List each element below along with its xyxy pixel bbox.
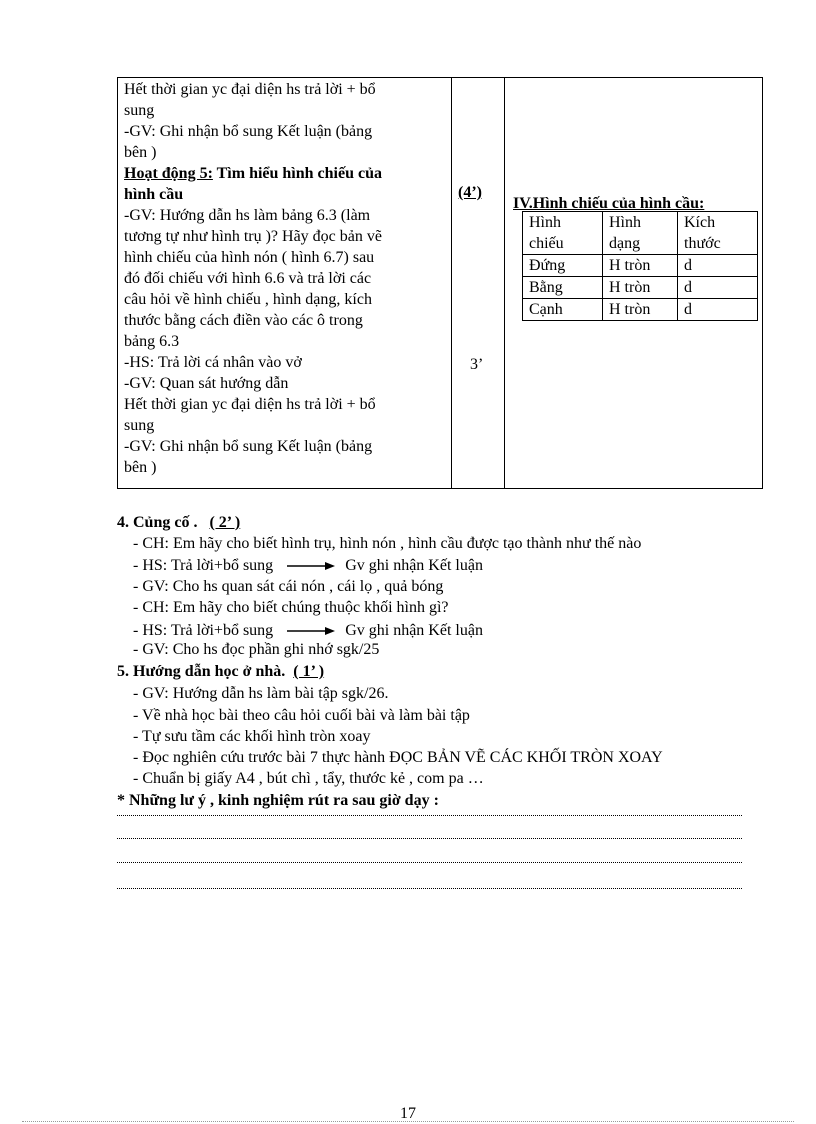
lesson-table (117, 77, 763, 489)
projection-cell: Cạnh (523, 299, 603, 321)
activity-line: sung (124, 417, 155, 434)
shape-section-title: IV.Hình chiếu của hình cầu: (513, 195, 705, 212)
activity5-heading: Hoạt động 5: Tìm hiểu hình chiếu của (124, 165, 382, 182)
projection-cell: H tròn (603, 277, 678, 299)
notes-heading: * Những lư ý , kinh nghiệm rút ra sau giờ dạy : (117, 792, 439, 809)
section5-line: - GV: Hướng dẫn hs làm bài tập sgk/26. (133, 685, 389, 702)
activity-line: sung (124, 102, 155, 119)
projection-cell: Đứng (523, 255, 603, 277)
activity-cell (118, 78, 452, 489)
activity-line: bảng 6.3 (124, 333, 180, 350)
time-label-a: (4’) (458, 184, 482, 201)
activity-line: đó đối chiếu với hình 6.6 và trả lời các (124, 270, 372, 287)
activity-line: -GV: Quan sát hướng dẫn (124, 375, 289, 392)
header-cell: Hình chiếu (523, 212, 603, 255)
activity-line: -GV: Ghi nhận bổ sung Kết luận (bảng (124, 123, 373, 140)
section4-line: - GV: Cho hs quan sát cái nón , cái lọ , quả bóng (133, 578, 444, 595)
activity-line: Hết thời gian yc đại diện hs trả lời + bổ (124, 396, 376, 413)
activity5-heading-line2: hình cầu (124, 186, 184, 203)
section5-line: - Tự sưu tầm các khối hình tròn xoay (133, 728, 371, 745)
content-cell (505, 78, 763, 489)
arrow-right-icon (287, 626, 335, 636)
projection-table (522, 211, 758, 321)
section4-line: - GV: Cho hs đọc phần ghi nhớ sgk/25 (133, 641, 380, 658)
projection-cell: d (678, 277, 758, 299)
activity-line: hình chiếu của hình nón ( hình 6.7) sau (124, 249, 375, 266)
section4-line: - CH: Em hãy cho biết hình trụ, hình nón , hình cầu được tạo thành như thế nào (133, 535, 642, 552)
activity-line: thước bằng cách điền vào các ô trong (124, 312, 363, 329)
projection-cell: H tròn (603, 299, 678, 321)
projection-row (523, 255, 758, 277)
footer-rule (22, 1121, 794, 1122)
arrow-right-icon (287, 561, 335, 571)
time-label-b: 3’ (470, 356, 484, 373)
projection-row (523, 277, 758, 299)
activity-line: câu hỏi về hình chiếu , hình dạng, kích (124, 291, 372, 308)
dotted-line (117, 838, 742, 839)
header-cell: Kích thước (678, 212, 758, 255)
projection-row (523, 299, 758, 321)
activity-line: bên ) (124, 459, 157, 476)
section5-line: - Chuẩn bị giấy A4 , bút chì , tẩy, thước kẻ , com pa … (133, 770, 484, 787)
activity-line: bên ) (124, 144, 157, 161)
activity-line: -HS: Trả lời cá nhân vào vở (124, 354, 302, 371)
dotted-line (117, 815, 742, 816)
header-cell: Hình dạng (603, 212, 678, 255)
activity-line: -GV: Ghi nhận bổ sung Kết luận (bảng (124, 438, 373, 455)
time-cell (452, 78, 505, 489)
projection-cell: H tròn (603, 255, 678, 277)
projection-cell: d (678, 255, 758, 277)
activity-line: Hết thời gian yc đại diện hs trả lời + bổ (124, 81, 376, 98)
dotted-line (117, 862, 742, 863)
activity-line: -GV: Hướng dẫn hs làm bảng 6.3 (làm (124, 207, 371, 224)
section4-line: - HS: Trả lời+bổ sung Gv ghi nhận Kết luận (133, 557, 483, 574)
dotted-line (117, 888, 742, 889)
projection-header-row (523, 212, 758, 255)
projection-cell: Bằng (523, 277, 603, 299)
section5-heading: 5. Hướng dẫn học ở nhà. ( 1’ ) (117, 663, 325, 680)
section4-line: - HS: Trả lời+bổ sung Gv ghi nhận Kết luận (133, 622, 483, 639)
section4-line: - CH: Em hãy cho biết chúng thuộc khối hình gì? (133, 599, 449, 616)
section4-heading: 4. Củng cố . ( 2’ ) (117, 514, 241, 531)
section5-line: - Đọc nghiên cứu trước bài 7 thực hành ĐỌC BẢN VẼ CÁC KHỐI TRÒN XOAY (133, 749, 663, 766)
activity-line: tương tự như hình trụ )? Hãy đọc bản vẽ (124, 228, 382, 245)
projection-cell: d (678, 299, 758, 321)
page-number: 17 (400, 1105, 416, 1122)
section5-line: - Về nhà học bài theo câu hỏi cuối bài và làm bài tập (133, 707, 470, 724)
